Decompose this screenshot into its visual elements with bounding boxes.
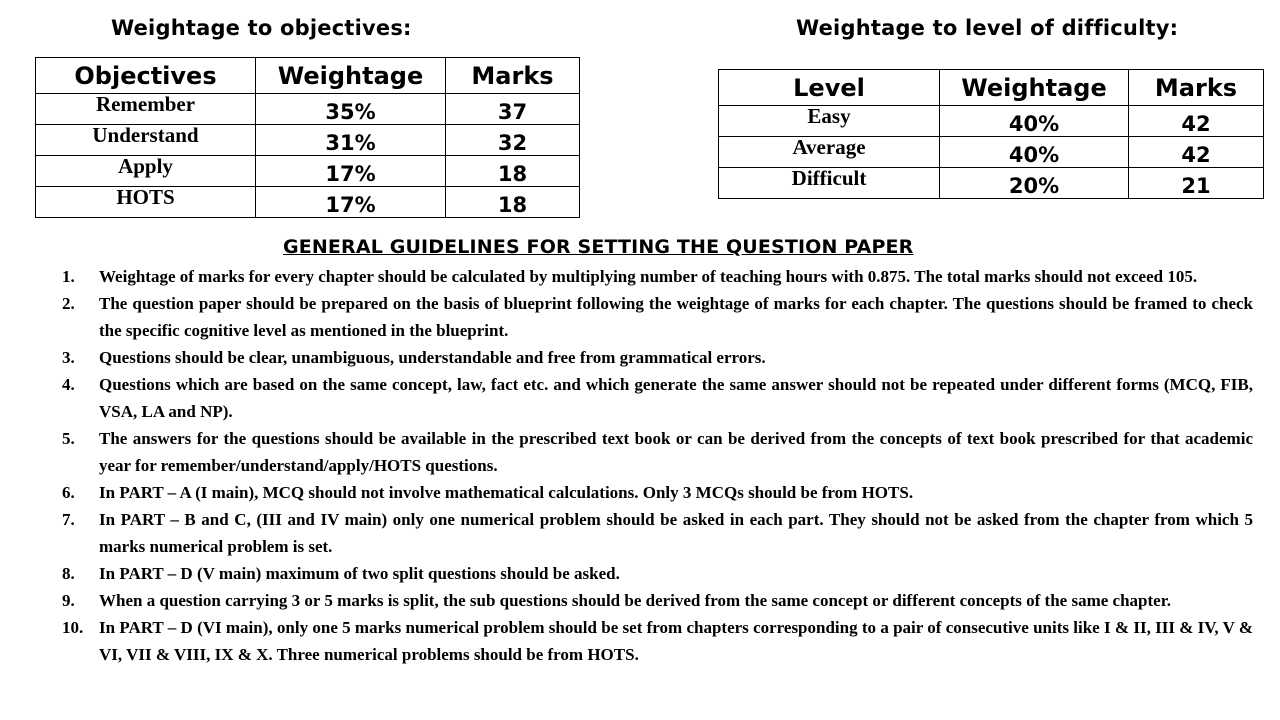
column-header: Marks xyxy=(1129,70,1264,106)
difficulty-table xyxy=(718,69,1264,199)
item-text: In PART – D (V main) maximum of two split questions should be asked. xyxy=(99,564,620,583)
difficulty-title: Weightage to level of difficulty: xyxy=(796,16,1179,40)
item-text: In PART – A (I main), MCQ should not involve mathematical calculations. Only 3 MCQs should be from HOTS. xyxy=(99,483,914,502)
marks-value: 18 xyxy=(446,156,580,187)
table-row xyxy=(719,168,1264,199)
item-text: Questions should be clear, unambiguous, understandable and free from grammatical errors. xyxy=(99,348,766,367)
level-label: Difficult xyxy=(719,168,940,199)
level-label: Average xyxy=(719,137,940,168)
item-text: In PART – B and C, (III and IV main) only one numerical problem should be asked in each part. They should not be asked from the chapter from which 5 marks numerical problem is set. xyxy=(99,510,1253,556)
objectives-title: Weightage to objectives: xyxy=(111,16,412,40)
item-text: Questions which are based on the same concept, law, fact etc. and which generate the same answer should not be repeated under different forms (MCQ, FIB, VSA, LA and NP). xyxy=(99,375,1253,421)
objective-label: Understand xyxy=(36,125,256,156)
item-number: 10. xyxy=(62,618,84,637)
marks-value: 42 xyxy=(1129,106,1264,137)
item-text: In PART – D (VI main), only one 5 marks numerical problem should be set from chapters corresponding to a pair of consecutive units like I & II, III & IV, V & VI, VII & VIII, IX & X. Three numerical problems should be from HOTS. xyxy=(99,618,1253,664)
column-header: Marks xyxy=(446,58,580,94)
weightage-value: 35% xyxy=(256,94,446,125)
item-text: The question paper should be prepared on the basis of blueprint following the weightage of marks for each chapter. The questions should be framed to check the specific cognitive level as mentioned in the blueprint. xyxy=(99,294,1253,340)
weightage-value: 17% xyxy=(256,187,446,218)
item-number: 9. xyxy=(62,591,75,610)
list-item xyxy=(62,560,1253,587)
weightage-value: 31% xyxy=(256,125,446,156)
item-number: 1. xyxy=(62,267,75,286)
item-number: 4. xyxy=(62,375,75,394)
item-text: The answers for the questions should be available in the prescribed text book or can be derived from the concepts of text book prescribed for that academic year for remember/understand/apply/HOTS questions. xyxy=(99,429,1253,475)
guidelines-list xyxy=(62,263,1253,668)
list-item xyxy=(62,344,1253,371)
marks-value: 37 xyxy=(446,94,580,125)
objective-label: HOTS xyxy=(36,187,256,218)
item-number: 6. xyxy=(62,483,75,502)
table-row xyxy=(36,187,580,218)
marks-value: 21 xyxy=(1129,168,1264,199)
list-item xyxy=(62,506,1253,560)
column-header: Weightage xyxy=(256,58,446,94)
item-number: 5. xyxy=(62,429,75,448)
level-label: Easy xyxy=(719,106,940,137)
weightage-value: 20% xyxy=(940,168,1129,199)
list-item xyxy=(62,614,1253,668)
objective-label: Apply xyxy=(36,156,256,187)
table-row xyxy=(36,125,580,156)
item-text: Weightage of marks for every chapter should be calculated by multiplying number of teaching hours with 0.875. The total marks should not exceed 105. xyxy=(99,267,1198,286)
column-header: Level xyxy=(719,70,940,106)
list-item xyxy=(62,425,1253,479)
item-number: 7. xyxy=(62,510,75,529)
table-row xyxy=(36,94,580,125)
list-item xyxy=(62,263,1253,290)
list-item xyxy=(62,371,1253,425)
column-header: Weightage xyxy=(940,70,1129,106)
marks-value: 18 xyxy=(446,187,580,218)
guidelines-heading: GENERAL GUIDELINES FOR SETTING THE QUESTION PAPER xyxy=(283,236,914,258)
weightage-value: 40% xyxy=(940,106,1129,137)
marks-value: 42 xyxy=(1129,137,1264,168)
marks-value: 32 xyxy=(446,125,580,156)
table-header-row xyxy=(719,70,1264,106)
weightage-value: 40% xyxy=(940,137,1129,168)
item-number: 2. xyxy=(62,294,75,313)
list-item xyxy=(62,479,1253,506)
table-row xyxy=(719,137,1264,168)
column-header: Objectives xyxy=(36,58,256,94)
table-header-row xyxy=(36,58,580,94)
weightage-value: 17% xyxy=(256,156,446,187)
table-row xyxy=(719,106,1264,137)
item-number: 3. xyxy=(62,348,75,367)
item-number: 8. xyxy=(62,564,75,583)
objective-label: Remember xyxy=(36,94,256,125)
list-item xyxy=(62,587,1253,614)
table-row xyxy=(36,156,580,187)
objectives-table xyxy=(35,57,580,218)
item-text: When a question carrying 3 or 5 marks is split, the sub questions should be derived from the same concept or different concepts of the same chapter. xyxy=(99,591,1171,610)
list-item xyxy=(62,290,1253,344)
